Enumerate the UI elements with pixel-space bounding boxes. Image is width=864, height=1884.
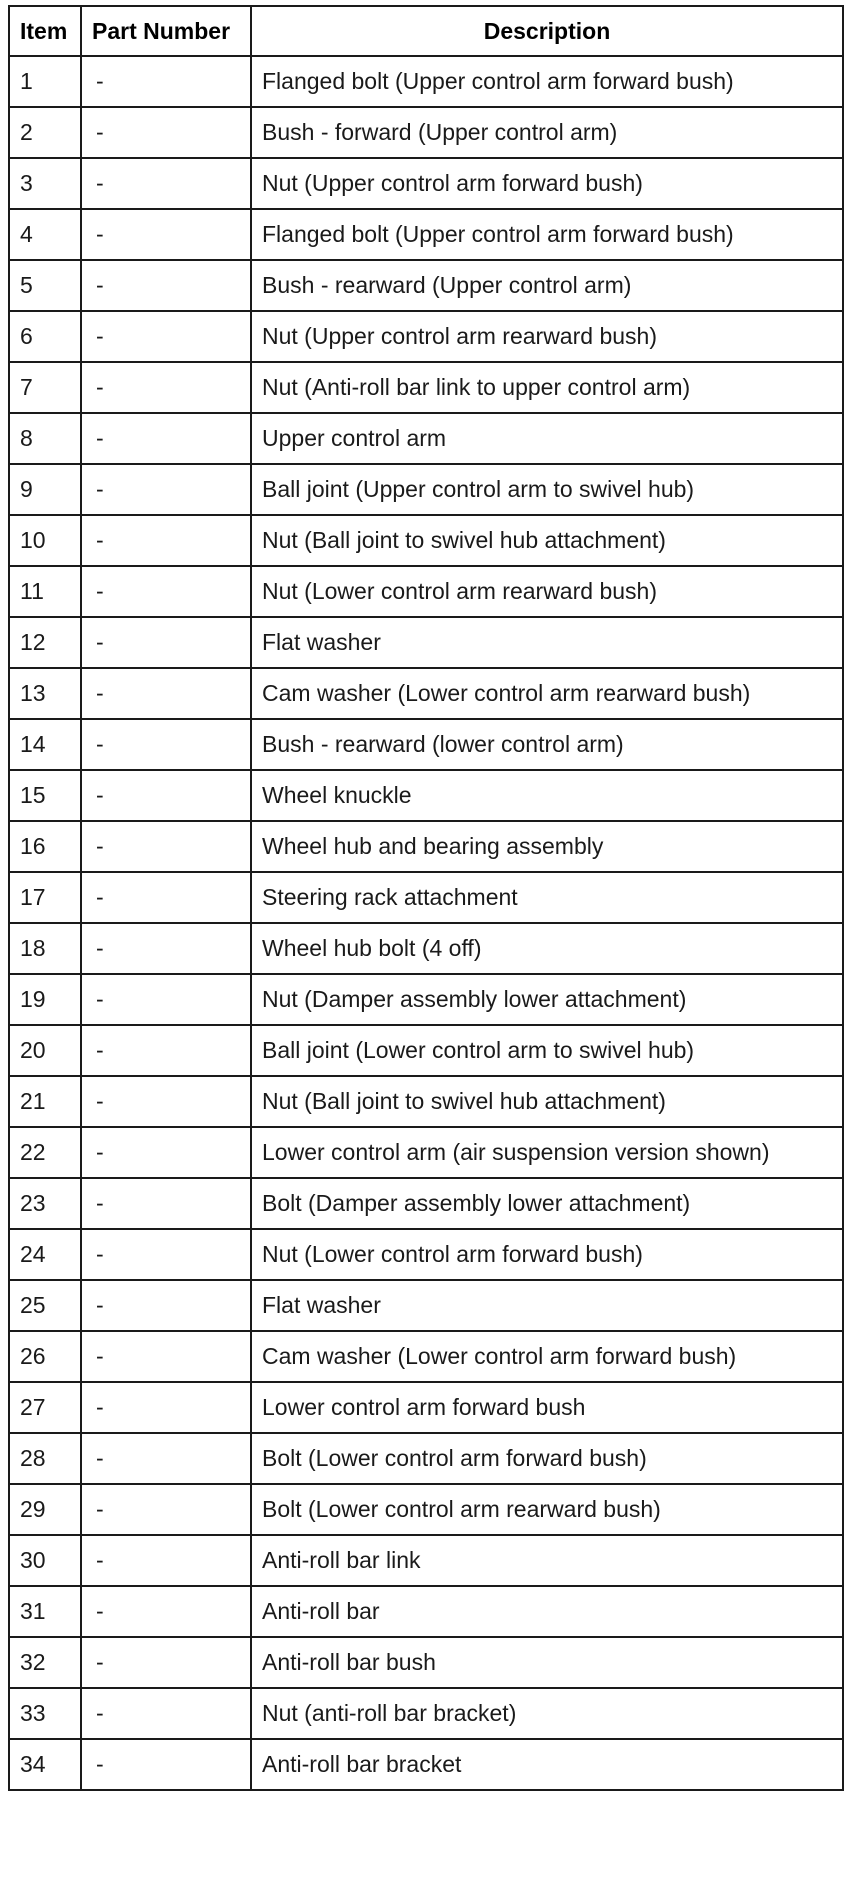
- item-cell: 7: [9, 362, 81, 413]
- item-cell: 6: [9, 311, 81, 362]
- item-cell: 3: [9, 158, 81, 209]
- table-row: [9, 311, 843, 362]
- header-row: [9, 6, 843, 56]
- item-cell: 5: [9, 260, 81, 311]
- table-row: [9, 413, 843, 464]
- table-row: [9, 566, 843, 617]
- part-number-cell: -: [81, 1280, 251, 1331]
- part-number-cell: -: [81, 1637, 251, 1688]
- item-cell: 10: [9, 515, 81, 566]
- table-header: [9, 6, 843, 56]
- part-number-cell: -: [81, 872, 251, 923]
- table-row: [9, 1076, 843, 1127]
- table-body: [9, 56, 843, 1790]
- item-cell: 13: [9, 668, 81, 719]
- item-cell: 8: [9, 413, 81, 464]
- table-row: [9, 719, 843, 770]
- description-cell: Steering rack attachment: [251, 872, 843, 923]
- table-row: [9, 668, 843, 719]
- part-number-cell: -: [81, 1076, 251, 1127]
- table-row: [9, 821, 843, 872]
- description-cell: Nut (Lower control arm rearward bush): [251, 566, 843, 617]
- description-cell: Ball joint (Upper control arm to swivel hub): [251, 464, 843, 515]
- item-cell: 19: [9, 974, 81, 1025]
- table-row: [9, 464, 843, 515]
- table-row: [9, 1280, 843, 1331]
- item-cell: 23: [9, 1178, 81, 1229]
- description-cell: Nut (Anti-roll bar link to upper control arm): [251, 362, 843, 413]
- description-cell: Ball joint (Lower control arm to swivel hub): [251, 1025, 843, 1076]
- table-row: [9, 209, 843, 260]
- part-number-cell: -: [81, 311, 251, 362]
- description-cell: Flat washer: [251, 1280, 843, 1331]
- description-cell: Flanged bolt (Upper control arm forward bush): [251, 56, 843, 107]
- item-cell: 31: [9, 1586, 81, 1637]
- part-number-cell: -: [81, 1688, 251, 1739]
- table-row: [9, 1484, 843, 1535]
- item-cell: 25: [9, 1280, 81, 1331]
- table-row: [9, 56, 843, 107]
- description-cell: Anti-roll bar: [251, 1586, 843, 1637]
- item-cell: 17: [9, 872, 81, 923]
- description-cell: Nut (Ball joint to swivel hub attachment): [251, 1076, 843, 1127]
- description-cell: Upper control arm: [251, 413, 843, 464]
- header-description: Description: [251, 6, 843, 56]
- item-cell: 15: [9, 770, 81, 821]
- part-number-cell: -: [81, 515, 251, 566]
- part-number-cell: -: [81, 464, 251, 515]
- description-cell: Cam washer (Lower control arm rearward bush): [251, 668, 843, 719]
- part-number-cell: -: [81, 362, 251, 413]
- part-number-cell: -: [81, 56, 251, 107]
- item-cell: 4: [9, 209, 81, 260]
- part-number-cell: -: [81, 260, 251, 311]
- description-cell: Wheel knuckle: [251, 770, 843, 821]
- table-row: [9, 1178, 843, 1229]
- part-number-cell: -: [81, 668, 251, 719]
- item-cell: 22: [9, 1127, 81, 1178]
- part-number-cell: -: [81, 770, 251, 821]
- description-cell: Anti-roll bar bush: [251, 1637, 843, 1688]
- table-row: [9, 1433, 843, 1484]
- item-cell: 14: [9, 719, 81, 770]
- part-number-cell: -: [81, 1025, 251, 1076]
- part-number-cell: -: [81, 1739, 251, 1790]
- part-number-cell: -: [81, 821, 251, 872]
- description-cell: Nut (Lower control arm forward bush): [251, 1229, 843, 1280]
- description-cell: Nut (Ball joint to swivel hub attachment): [251, 515, 843, 566]
- item-cell: 33: [9, 1688, 81, 1739]
- part-number-cell: -: [81, 974, 251, 1025]
- description-cell: Bush - rearward (lower control arm): [251, 719, 843, 770]
- part-number-cell: -: [81, 923, 251, 974]
- table-row: [9, 923, 843, 974]
- item-cell: 29: [9, 1484, 81, 1535]
- item-cell: 20: [9, 1025, 81, 1076]
- description-cell: Nut (Damper assembly lower attachment): [251, 974, 843, 1025]
- table-row: [9, 1382, 843, 1433]
- part-number-cell: -: [81, 413, 251, 464]
- item-cell: 30: [9, 1535, 81, 1586]
- part-number-cell: -: [81, 566, 251, 617]
- table-row: [9, 515, 843, 566]
- description-cell: Wheel hub bolt (4 off): [251, 923, 843, 974]
- description-cell: Anti-roll bar bracket: [251, 1739, 843, 1790]
- description-cell: Bolt (Lower control arm forward bush): [251, 1433, 843, 1484]
- part-number-cell: -: [81, 209, 251, 260]
- part-number-cell: -: [81, 1331, 251, 1382]
- item-cell: 18: [9, 923, 81, 974]
- table-row: [9, 872, 843, 923]
- description-cell: Bolt (Lower control arm rearward bush): [251, 1484, 843, 1535]
- description-cell: Lower control arm forward bush: [251, 1382, 843, 1433]
- table-row: [9, 362, 843, 413]
- table-row: [9, 1739, 843, 1790]
- item-cell: 9: [9, 464, 81, 515]
- item-cell: 32: [9, 1637, 81, 1688]
- item-cell: 16: [9, 821, 81, 872]
- header-part-number: Part Number: [81, 6, 251, 56]
- item-cell: 26: [9, 1331, 81, 1382]
- table-row: [9, 974, 843, 1025]
- part-number-cell: -: [81, 617, 251, 668]
- table-row: [9, 770, 843, 821]
- part-number-cell: -: [81, 1229, 251, 1280]
- table-row: [9, 617, 843, 668]
- part-number-cell: -: [81, 1535, 251, 1586]
- item-cell: 2: [9, 107, 81, 158]
- table-row: [9, 260, 843, 311]
- description-cell: Cam washer (Lower control arm forward bush): [251, 1331, 843, 1382]
- description-cell: Lower control arm (air suspension version shown): [251, 1127, 843, 1178]
- item-cell: 11: [9, 566, 81, 617]
- table-row: [9, 1127, 843, 1178]
- table-row: [9, 107, 843, 158]
- part-number-cell: -: [81, 158, 251, 209]
- item-cell: 21: [9, 1076, 81, 1127]
- part-number-cell: -: [81, 1382, 251, 1433]
- table-row: [9, 158, 843, 209]
- description-cell: Bolt (Damper assembly lower attachment): [251, 1178, 843, 1229]
- header-item: Item: [9, 6, 81, 56]
- description-cell: Wheel hub and bearing assembly: [251, 821, 843, 872]
- description-cell: Anti-roll bar link: [251, 1535, 843, 1586]
- parts-table: [8, 5, 844, 1791]
- item-cell: 27: [9, 1382, 81, 1433]
- item-cell: 1: [9, 56, 81, 107]
- part-number-cell: -: [81, 1484, 251, 1535]
- description-cell: Flanged bolt (Upper control arm forward bush): [251, 209, 843, 260]
- description-cell: Nut (Upper control arm rearward bush): [251, 311, 843, 362]
- description-cell: Bush - forward (Upper control arm): [251, 107, 843, 158]
- description-cell: Flat washer: [251, 617, 843, 668]
- item-cell: 34: [9, 1739, 81, 1790]
- description-cell: Nut (anti-roll bar bracket): [251, 1688, 843, 1739]
- part-number-cell: -: [81, 1178, 251, 1229]
- part-number-cell: -: [81, 1433, 251, 1484]
- item-cell: 24: [9, 1229, 81, 1280]
- table-row: [9, 1688, 843, 1739]
- table-row: [9, 1331, 843, 1382]
- part-number-cell: -: [81, 107, 251, 158]
- table-row: [9, 1586, 843, 1637]
- part-number-cell: -: [81, 719, 251, 770]
- item-cell: 28: [9, 1433, 81, 1484]
- part-number-cell: -: [81, 1586, 251, 1637]
- item-cell: 12: [9, 617, 81, 668]
- table-row: [9, 1535, 843, 1586]
- description-cell: Bush - rearward (Upper control arm): [251, 260, 843, 311]
- table-row: [9, 1025, 843, 1076]
- description-cell: Nut (Upper control arm forward bush): [251, 158, 843, 209]
- part-number-cell: -: [81, 1127, 251, 1178]
- table-row: [9, 1637, 843, 1688]
- table-row: [9, 1229, 843, 1280]
